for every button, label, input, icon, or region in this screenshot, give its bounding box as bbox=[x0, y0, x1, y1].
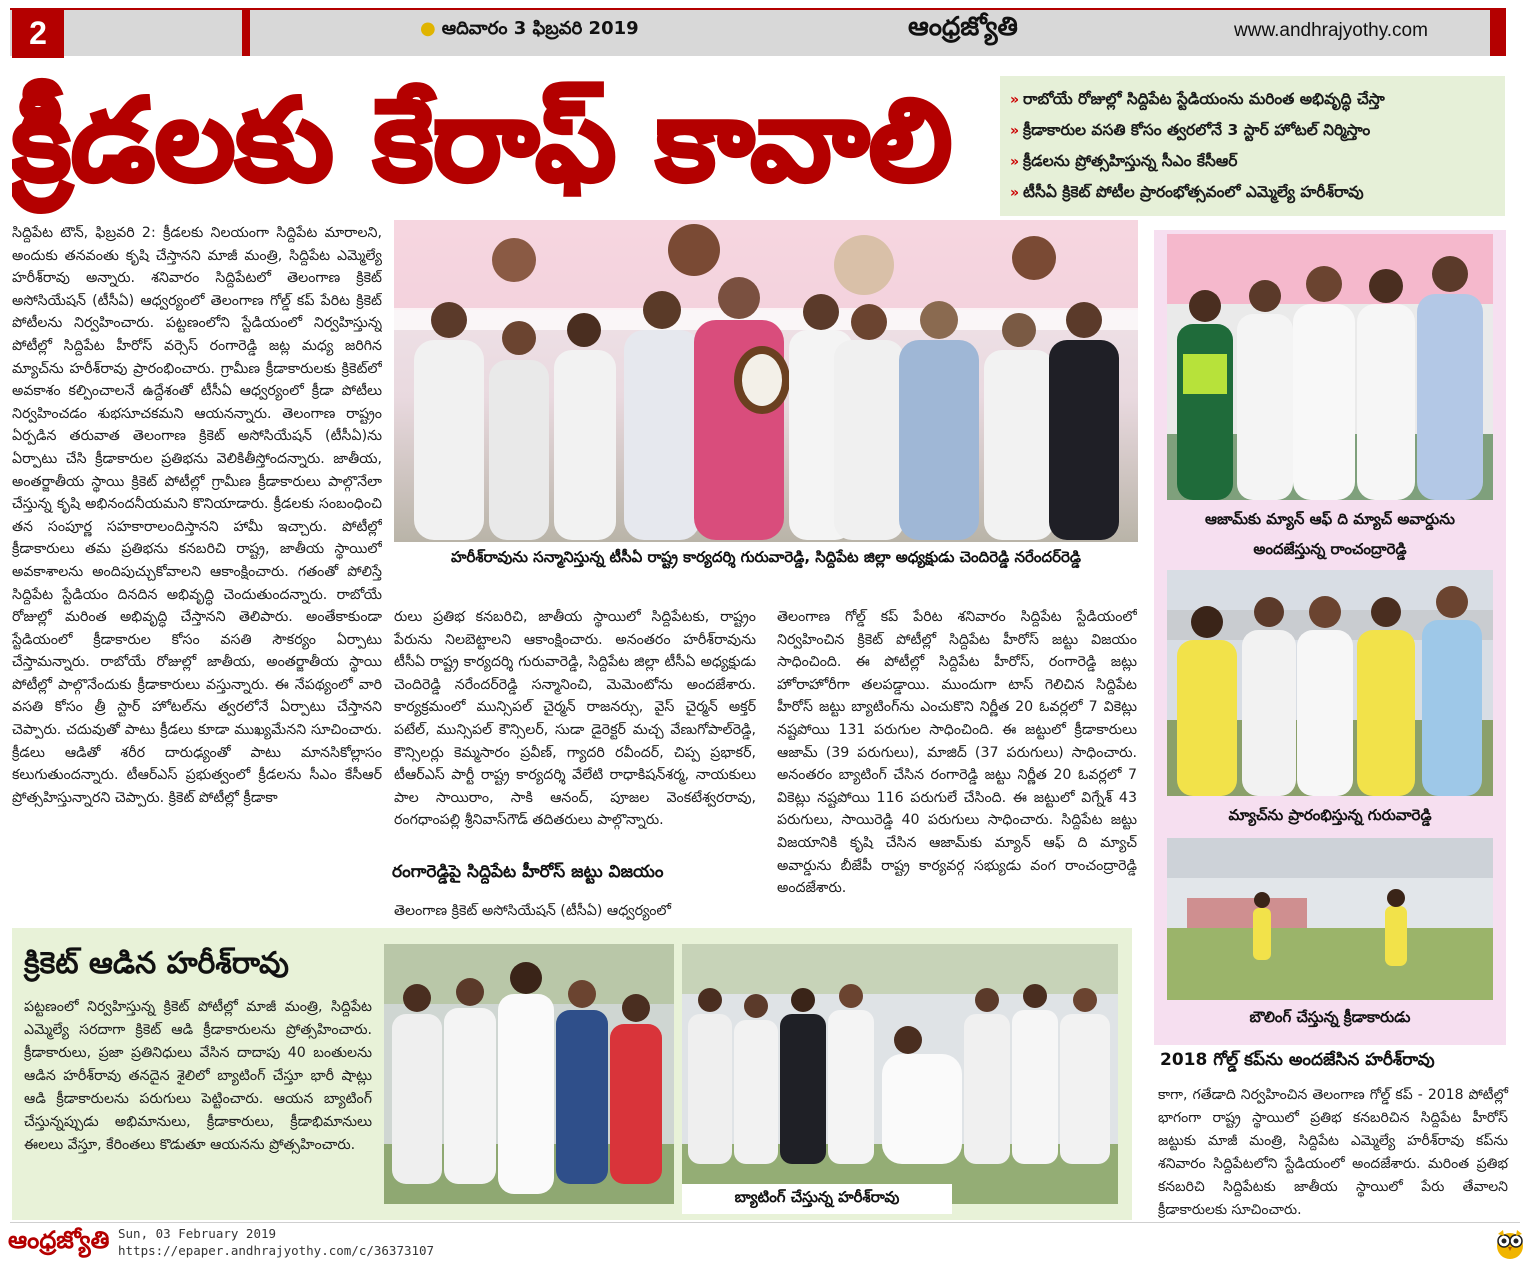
footer-url[interactable]: https://epaper.andhrajyothy.com/c/36373107 bbox=[118, 1243, 435, 1258]
arrow-icon: » bbox=[1010, 123, 1020, 139]
article-column-2: రులు ప్రతిభ కనబరిచి, జాతీయ స్థాయిలో సిద్దిపేటకు, రాష్ట్రం పేరును నిలబెట్టాలని ఆకాంక్షించారు. అనంతరం హరీశ్‌రావును టీసీఏ రాష్ట్ర కార్యదర్శి గురువారెడ్డి, సిద్దిపేట జిల్లా టీసీఏ అధ్యక్షుడు చెందిరెడ్డి నరేందర్‌రెడ్డి సన్మానించి, మెమెంటోను అందజేశారు. కార్యక్రమంలో మున్సిపల్ చైర్మన్ రాజనర్సు, వైస్ చైర్మన్ అక్తర్ పటేల్, మున్సిపల్ కౌన్సిలర్, సుడా డైరెక్టర్ మచ్చ వేణుగోపాల్‌రెడ్డి, కౌన్సిలర్లు కెమ్మసారం ప్రవీణ్, గ్యాదరి రవీందర్, చిప్ప ప్రభాకర్, టీఆర్ఎస్ పార్టీ రాష్ట్ర కార్యదర్శి వేలేటి రాధాకిషన్‌శర్మ, నాయకులు పాల సాయిరాం, సాకి ఆనంద్, పూజల వెంకటేశ్వరరావు, రంగధాంపల్లి శ్రీనివాస్‌గౌడ్ తదితరులు పాల్గొన్నారు. bbox=[394, 609, 756, 829]
match-start-photo bbox=[1167, 570, 1493, 796]
main-photo-caption: హరీశ్‌రావును సన్మానిస్తున్న టీసీఏ రాష్ట్ర కార్యదర్శి గురువారెడ్డి, సిద్దిపేట జిల్లా అధ్యక్షుడు చెందిరెడ్డి నరేందర్‌రెడ్డి bbox=[451, 548, 1081, 566]
header-divider bbox=[1490, 8, 1506, 56]
award-photo-caption-line-2: అందజేస్తున్న రాంచంద్రారెడ్డి bbox=[1253, 540, 1407, 558]
highlight-item: » టీసీఏ క్రికెట్ పోటీల ప్రారంభోత్సవంలో ఎమ్మెల్యే హరీశ్‌రావు bbox=[1010, 183, 1364, 201]
article-column-1: సిద్దిపేట టౌన్, ఫిబ్రవరి 2: క్రీడలకు నిలయంగా సిద్దిపేట మారాలని, అందుకు తనవంతు కృషి చేస్తానని మాజీ మంత్రి, సిద్దిపేట ఎమ్మెల్యే హరీశ్‌రావు అన్నారు. శనివారం సిద్దిపేటలో తెలంగాణ క్రికెట్ అసోసియేషన్ (టీసీఏ) ఆధ్వర్యంలో తెలంగాణ గోల్డ్ కప్ పేరిట క్రికెట్ పోటీలను నిర్వహించారు. పట్టణంలోని స్టేడియంలో నిర్వహిస్తున్న పోటీల్లో సిద్దిపేట హీరోస్ వర్సెస్ రంగారెడ్డి జట్ల మధ్య జరిగిన మ్యాచ్‌ను హరీశ్‌రావు ప్రారంభించారు. గ్రామీణ క్రీడాకారులకు క్రికెట్‌లో అవకాశం కల్పించాలనే ఉద్దేశంతో టీసీఏ ఆధ్వర్యంలో క్రీడా పోటీలు నిర్వహించడం శుభసూచకమని ఆయనన్నారు. తెలంగాణ రాష్ట్రం ఏర్పడిన తరువాత తెలంగాణ క్రికెట్ అసోసియేషన్ (టీసీఏ)ను ఏర్పాటు చేసి క్రీడాకారుల ప్రతిభను వెలికితీస్తోందన్నారు. జాతీయ, అంతర్జాతీయ స్థాయి క్రికెట్ పోటీల్లో గ్రామీణ క్రీడాకారులు పాల్గొనేలా చేస్తున్న కృషి అభినందనీయమని కొనియాడారు. క్రీడలకు సంబంధించి తన సంపూర్ణ సహకారాలందిస్తానని హామీ ఇచ్చారు. పోటీల్లో క్రీడాకారులు తమ ప్రతిభను కనబరిచి రాష్ట్ర, జాతీయ స్థాయిలో అవకాశాలను అందిపుచ్చుకోవాలని ఆకాంక్షించారు. గతంతో పోలిస్తే సిద్దిపేట స్టేడియం దినదిన అభివృద్ధి చెందుతుందన్నారు. రాబోయే రోజుల్లో మరింత అభివృద్ధి చేస్తానని తెలిపారు. అంతేకాకుండా స్టేడియంలో క్రీడాకారుల కోసం వసతి సౌకర్యం ఏర్పాటు చేస్తామన్నారు. రాబోయే రోజుల్లో జాతీయ, అంతర్జాతీయ స్థాయి పోటీల్లో పాల్గొనేందుకు క్రీడాకారులు వస్తున్నారు. ఈ నేపథ్యంలో వారి వసతి కోసం త్రీ స్టార్ హోటల్‌ను త్వరలోనే ఏర్పాటు చేస్తానని చెప్పారు. చదువుతో పాటు క్రీడలు కూడా ముఖ్యమేనని సూచించారు. క్రీడలు ఆడితో శరీర దారుఢ్యంతో పాటు మానసికోల్లాసం కలుగుతుందన్నారు. టీఆర్ఎస్ ప్రభుత్వంలో క్రీడలను సీఎం కేసీఆర్ ప్రోత్సహిస్తున్నారని చెప్పారు. క్రికెట్ పోటీల్లో క్రీడాకా bbox=[12, 225, 382, 806]
match-start-caption: మ్యాచ్‌ను ప్రారంభిస్తున్న గురువారెడ్డి bbox=[1228, 806, 1432, 824]
highlight-item: » క్రీడాకారుల వసతి కోసం త్వరలోనే 3 స్టార్ హోటల్ నిర్మిస్తాం bbox=[1010, 121, 1371, 139]
award-photo-caption-line-1: ఆజామ్‌కు మ్యాన్ ఆఫ్ ది మ్యాచ్ అవార్డును bbox=[1205, 510, 1455, 528]
gold-cup-title: 2018 గోల్డ్ కప్‌ను అందజేసిన హరీశ్‌రావు bbox=[1160, 1050, 1435, 1070]
highlight-item: » రాబోయే రోజుల్లో సిద్దిపేట స్టేడియంను మరింత అభివృద్ధి చేస్తా bbox=[1010, 90, 1385, 108]
article-column-2-continued: తెలంగాణ క్రికెట్ అసోసియేషన్ (టీసీఏ) ఆధ్వర్యంలో bbox=[394, 903, 672, 919]
headline: క్రీడలకు కేరాఫ్ కావాలి bbox=[12, 76, 953, 206]
bowling-photo bbox=[1167, 838, 1493, 1000]
main-photo bbox=[394, 220, 1138, 542]
masthead-logo: ఆంధ్రజ్యోతి bbox=[908, 12, 1018, 42]
article-column-3: తెలంగాణ గోల్డ్ కప్ పేరిట శనివారం సిద్దిపేట స్టేడియంలో నిర్వహించిన క్రికెట్ పోటీల్లో సిద్దిపేట హీరోస్ జట్టు విజయం సాధించింది. ఈ పోటీల్లో సిద్దిపేట హీరోస్, రంగారెడ్డి జట్లు హోరాహోరీగా తలపడ్డాయి. ముందుగా టాస్ గెలిచిన సిద్దిపేట హీరోస్ జట్టు బ్యాటింగ్‌ను ఎంచుకొని నిర్ణీత 20 ఓవర్లలో 7 వికెట్లు నష్టపోయి 131 పరుగుల సాధించింది. ఈ జట్టులో క్రీడాకారులు ఆజామ్ (39 పరుగులు), మాజిద్ (37 పరుగులు) సాధించారు. అనంతరం బ్యాటింగ్ చేసిన రంగారెడ్డి జట్టు నిర్ణీత 20 ఓవర్లలో 7 వికెట్లు నష్టపోయి 116 పరుగులే చేసింది. ఈ జట్టులో విగ్నేశ్ 43 పరుగులు, సాయిరెడ్డి 40 పరుగులు సాధించారు. సిద్దిపేట జట్టు విజయానికి కృషి చేసిన ఆజామ్‌కు మ్యాన్ ఆఫ్ ది మ్యాచ్ అవార్డును బీజేపీ రాష్ట్ర కార్యవర్గ సభ్యుడు వంగ రాంచంద్రారెడ్డి అందజేశారు. bbox=[777, 609, 1137, 897]
bowling-caption: బౌలింగ్ చేస్తున్న క్రీడాకారుడు bbox=[1249, 1008, 1411, 1026]
cricket-story-title: క్రికెట్ ఆడిన హరీశ్‌రావు bbox=[24, 946, 289, 981]
footer-date: Sun, 03 February 2019 bbox=[118, 1226, 277, 1241]
award-photo bbox=[1167, 234, 1493, 500]
cricket-photo-2 bbox=[682, 944, 1118, 1204]
header-divider bbox=[242, 8, 250, 56]
bullet-icon: ● bbox=[420, 18, 436, 39]
page-number: 2 bbox=[12, 8, 64, 58]
cricket-photo-1 bbox=[384, 944, 674, 1204]
highlight-item: » క్రీడలను ప్రోత్సహిస్తున్న సీఎం కేసీఆర్ bbox=[1010, 152, 1238, 170]
gold-cup-text: కాగా, గతేడాది నిర్వహించిన తెలంగాణ గోల్డ్ కప్ - 2018 పోటీల్లో భాగంగా రాష్ట్ర స్థాయిలో ప్రతిభ కనబరిచిన సిద్దిపేట హీరోస్ జట్టుకు మాజీ మంత్రి, సిద్దిపేట ఎమ్మెల్యే హరీశ్‌రావు కప్‌ను శనివారం సిద్దిపేటలోని స్టేడియంలో అందజేశారు. మరింత ప్రతిభ కనబరిచి సిద్దిపేటకు జాతీయ స్థాయిలో పేరు తేవాలని క్రీడాకారులకు సూచించారు. bbox=[1158, 1087, 1508, 1218]
highlights-box bbox=[1000, 76, 1505, 216]
arrow-icon: » bbox=[1010, 154, 1020, 170]
arrow-icon: » bbox=[1010, 92, 1020, 108]
issue-date: ● ఆదివారం 3 ఫిబ్రవరి 2019 bbox=[420, 18, 639, 39]
batting-caption: బ్యాటింగ్ చేస్తున్న హరీశ్‌రావు bbox=[682, 1184, 952, 1214]
cricket-story-text: పట్టణంలో నిర్వహిస్తున్న క్రికెట్ పోటీల్లో మాజీ మంత్రి, సిద్దిపేట ఎమ్మెల్యే సరదాగా క్రికెట్ ఆడి క్రీడాకారులను ప్రోత్సహించారు. క్రీడాకారులు, ప్రజా ప్రతినిధులు వేసిన దాదాపు 40 బంతులను ఆడిన హరీశ్‌రావు తనదైన శైలిలో బ్యాటింగ్ చేస్తూ భారీ షాట్లు ఆడి క్రీడాకారులను పరుగులు పెట్టించారు. ఆయన బ్యాటింగ్ చేస్తున్నప్పుడు అభిమానులు, క్రీడాకారులు, క్రీడాభిమానులు ఈలలు వేస్తూ, కేరింతలు కొడుతూ ఆయనను ప్రోత్సహించారు. bbox=[24, 999, 372, 1153]
website-link[interactable]: www.andhrajyothy.com bbox=[1234, 20, 1428, 41]
arrow-icon: » bbox=[1010, 185, 1020, 201]
footer-logo: ఆంధ్రజ్యోతి bbox=[8, 1226, 110, 1254]
footer-divider bbox=[10, 1222, 1520, 1223]
article-subhead: రంగారెడ్డిపై సిద్దిపేట హీరోస్ జట్టు విజయం bbox=[392, 862, 664, 882]
owl-icon[interactable] bbox=[1494, 1226, 1526, 1260]
